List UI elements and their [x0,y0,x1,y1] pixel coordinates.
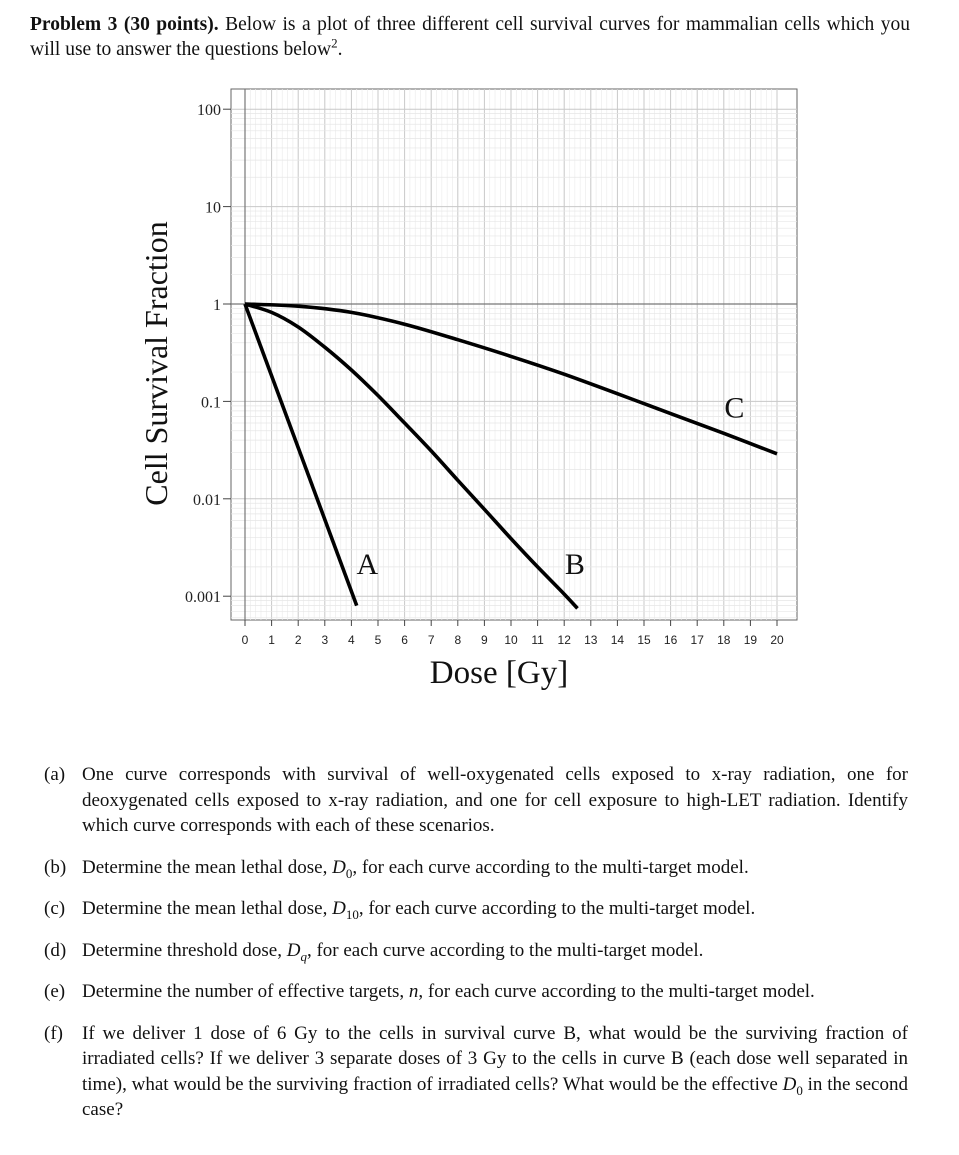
x-tick-label: 10 [504,633,518,647]
x-tick-label: 17 [690,633,704,647]
question-a [44,762,908,839]
y-axis-title: Cell Survival Fraction [138,221,174,506]
y-tick-label: 100 [197,102,221,120]
x-tick-label: 9 [481,633,488,647]
question-text: Determine threshold dose, $D_q$, for each curve according to the multi-target model. [82,939,704,964]
x-tick-label: 3 [321,633,329,647]
x-tick-label: 20 [770,633,784,647]
y-tick-label: 1 [213,297,221,314]
curve-label-b: B [564,547,585,581]
question-e [44,979,908,1005]
curve-label-c: C [724,391,745,425]
x-tick-label: 1 [268,633,275,647]
question-text: Determine the number of effective targets, n, for each curve according to the multi-target model. [82,981,815,1002]
x-tick-label: 19 [743,633,758,647]
x-tick-label: 15 [637,633,651,647]
question-text: If we deliver 1 dose of 6 Gy to the cells in survival curve B, what would be the surviving fraction of irradiated cells? If we deliver 3 separate doses of 3 Gy to the cells in curve B (each dose well separated in time), what would be the surviving fraction of irradiated cells? What would be the effective $D_0$ in the second case? [82,1022,908,1120]
x-tick-label: 6 [401,633,408,647]
survival-chart-svg [0,80,959,720]
x-tick-label: 18 [717,633,731,647]
question-d [44,938,908,964]
question-list [44,762,908,1139]
curve-label-a: A [356,547,379,581]
y-tick-label: 10 [205,199,221,217]
question-text: Determine the mean lethal dose, $D_0$, for each curve according to the multi-target model. [82,856,749,881]
x-tick-label: 7 [427,633,435,647]
question-label: (c) [44,898,66,919]
question-label: (f) [44,1022,63,1044]
x-tick-label: 4 [348,633,355,647]
problem-intro [30,12,910,62]
footnote-marker: 2 [331,35,338,51]
question-text: One curve corresponds with survival of well-oxygenated cells exposed to x-ray radiation, one for deoxygenated cells exposed to x-ray radiation, and one for cell exposure to high-LET radiation. Identify which curve corresponds with each of these scenarios. [82,764,908,836]
x-tick-label: 2 [294,633,302,647]
x-tick-label: 11 [531,633,544,647]
y-tick-label: 0.01 [193,491,221,509]
x-tick-label: 5 [374,633,382,647]
problem-intro-text: Below is a plot of three different cell survival curves for mammalian cells which you will use to answer the questions below [30,14,910,60]
question-label: (a) [44,764,66,785]
problem-intro-end: . [337,39,343,60]
x-tick-label: 13 [584,633,598,647]
y-tick-label: 0.001 [185,589,221,607]
x-tick-label: 0 [241,633,249,647]
x-tick-label: 14 [610,633,625,647]
question-label: (d) [44,939,67,961]
x-axis-title: Dose [Gy] [429,655,569,691]
y-tick-label: 0.1 [201,394,221,412]
x-tick-label: 16 [663,633,678,647]
x-tick-label: 8 [454,633,462,647]
question-label: (e) [44,981,66,1002]
question-f [44,1021,908,1123]
question-label: (b) [44,856,67,878]
survival-chart [0,80,959,720]
question-c [44,896,908,922]
x-tick-label: 12 [557,633,571,647]
problem-title: Problem 3 (30 points). [30,14,219,35]
question-b [44,855,908,881]
question-text: Determine the mean lethal dose, $D_{10}$, for each curve according to the multi-target model. [82,898,756,922]
